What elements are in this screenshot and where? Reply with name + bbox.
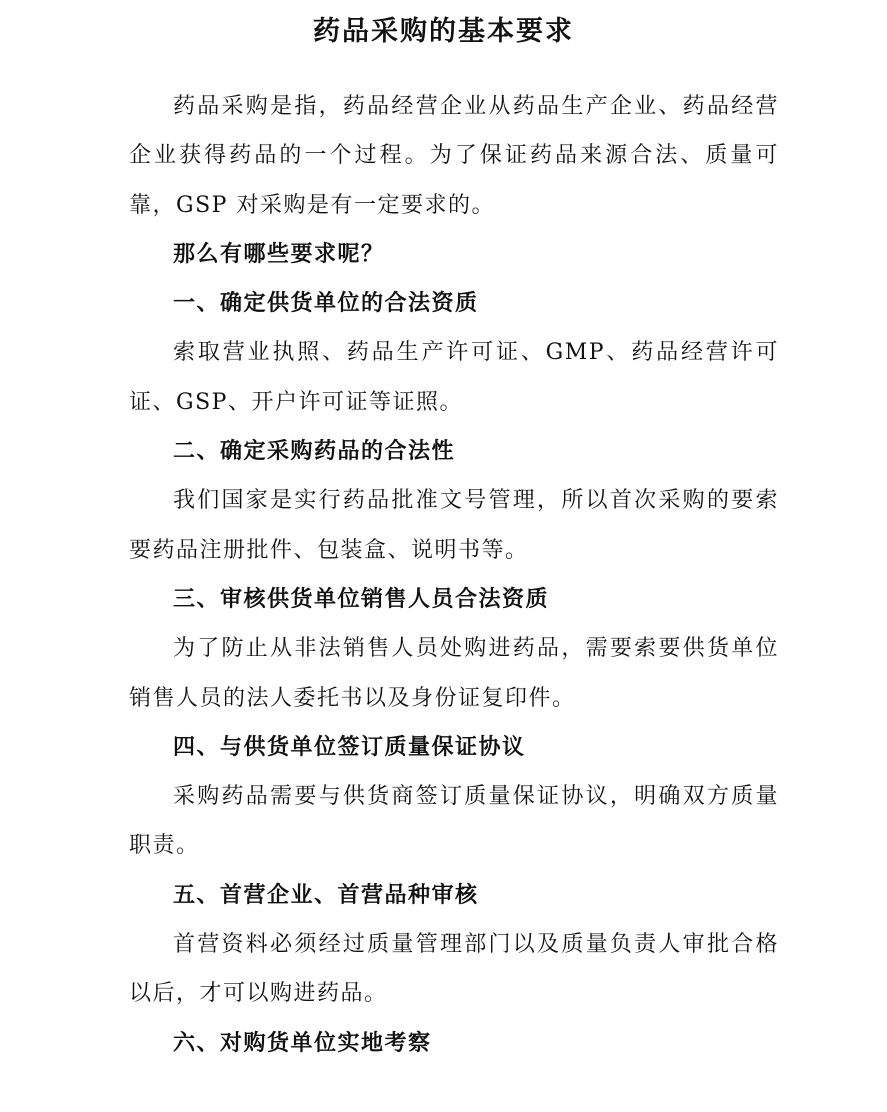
section-text-3: 为了防止从非法销售人员处购进药品，需要索要供货单位销售人员的法人委托书以及身份证复印件。 [129,636,779,711]
section-text-1: 索取营业执照、药品生产许可证、GMP、药品经营许可证、GSP、开户许可证等证照。 [129,340,779,415]
section-text-5: 首营资料必须经过质量管理部门以及质量负责人审批合格以后，才可以购进药品。 [129,932,779,1007]
question-line: 那么有哪些要求呢？ [173,240,385,267]
section-heading-5: 五、首营企业、首营品种审核 [173,881,479,908]
section-heading-6: 六、对购货单位实地考察 [173,1029,432,1056]
section-heading-2: 二、确定采购药品的合法性 [173,438,456,465]
document-body [129,82,779,1068]
intro-paragraph: 药品采购是指，药品经营企业从药品生产企业、药品经营企业获得药品的一个过程。为了保证药品来源合法、质量可靠，GSP 对采购是有一定要求的。 [129,94,779,218]
section-text-4: 采购药品需要与供货商签订质量保证协议，明确双方质量职责。 [129,784,779,859]
section-heading-4: 四、与供货单位签订质量保证协议 [173,733,526,760]
section-heading-3: 三、审核供货单位销售人员合法资质 [173,585,550,612]
document-title: 药品采购的基本要求 [313,16,574,47]
section-text-2: 我们国家是实行药品批准文号管理，所以首次采购的要索要药品注册批件、包装盒、说明书等。 [129,488,779,563]
section-heading-1: 一、确定供货单位的合法资质 [173,290,479,317]
